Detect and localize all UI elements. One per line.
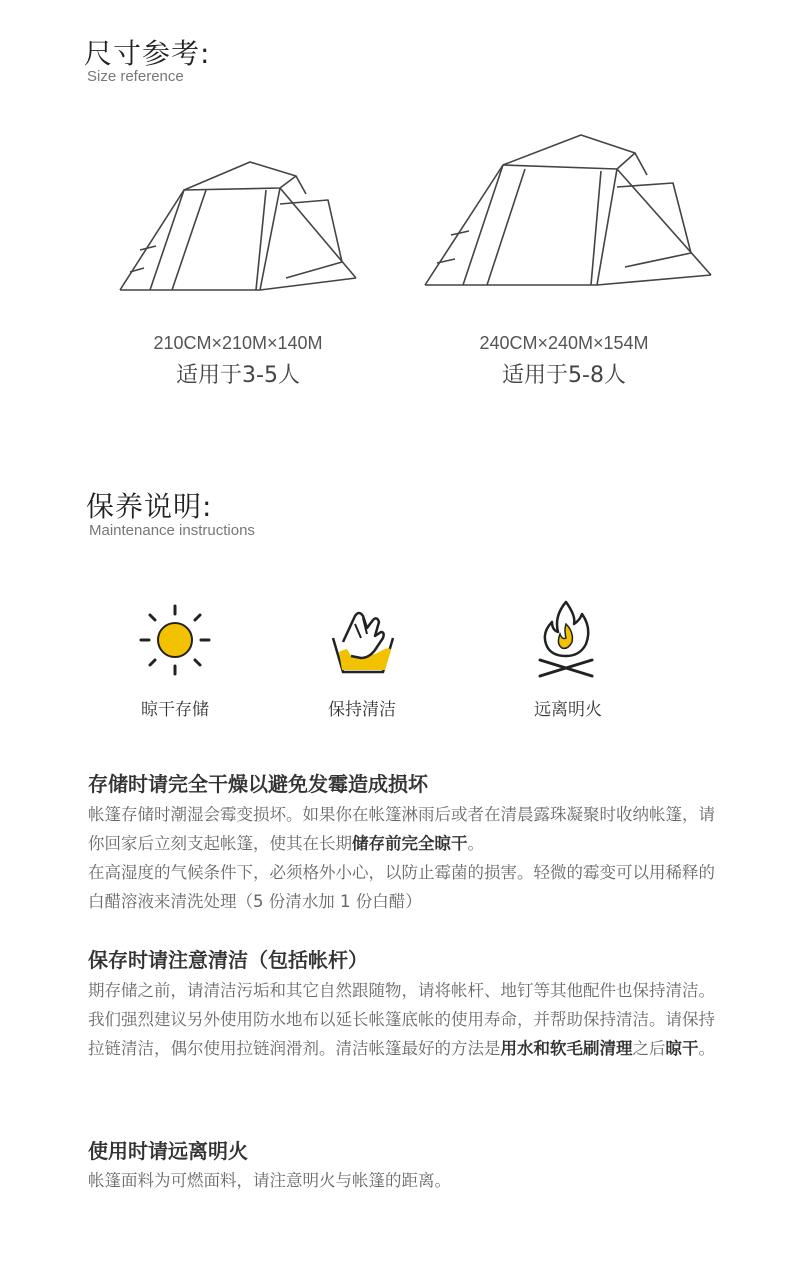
large-tent-illustration bbox=[415, 125, 725, 300]
storage-dry-paragraph-2: 在高湿度的气候条件下，必须格外小心，以防止霉菌的损害。轻微的霉变可以用稀释的白醋溶液来清洗处理（5 份清水加 1 份白醋） bbox=[88, 863, 715, 911]
hand-wash-icon-label: 保持清洁 bbox=[328, 700, 396, 720]
fire-safety-title: 使用时请远离明火 bbox=[88, 1139, 248, 1163]
campfire-icon bbox=[530, 598, 605, 680]
tent-2-dimensions: 240CM×240M×154M bbox=[479, 333, 649, 353]
sun-icon bbox=[135, 602, 215, 682]
sun-icon-label: 晾干存储 bbox=[141, 700, 209, 720]
tent-1-dimensions: 210CM×210M×140M bbox=[153, 333, 323, 353]
keep-clean-title: 保存时请注意清洁（包括帐杆） bbox=[88, 948, 368, 972]
tent-2-capacity: 适用于5-8人 bbox=[502, 363, 626, 388]
campfire-icon-label: 远离明火 bbox=[534, 700, 602, 720]
tent-1-capacity: 适用于3-5人 bbox=[176, 363, 300, 388]
small-tent-illustration bbox=[110, 150, 370, 300]
maintenance-subtitle: Maintenance instructions bbox=[89, 522, 255, 539]
size-reference-title: 尺寸参考: bbox=[84, 37, 211, 70]
keep-clean-paragraph: 期存储之前，请清洁污垢和其它自然跟随物，请将帐杆、地钉等其他配件也保持清洁。我们强烈建议另外使用防水地布以延长帐篷底帐的使用寿命，并帮助保持清洁。请保持拉链清洁，偶尔使用拉链润滑剂。清洁帐篷最好的方法是用水和软毛刷清理之后晾干。 bbox=[88, 981, 715, 1058]
storage-dry-paragraph-1: 帐篷存储时潮湿会霉变损坏。如果你在帐篷淋雨后或者在清晨露珠凝聚时收纳帐篷，请你回家后立刻支起帐篷，使其在长期储存前完全晾干。 bbox=[88, 805, 715, 853]
storage-dry-title: 存储时请完全干燥以避免发霉造成损坏 bbox=[88, 772, 428, 796]
size-reference-subtitle: Size reference bbox=[87, 68, 184, 85]
fire-safety-paragraph: 帐篷面料为可燃面料，请注意明火与帐篷的距离。 bbox=[88, 1171, 451, 1190]
hand-wash-icon bbox=[325, 602, 400, 677]
maintenance-title: 保养说明: bbox=[86, 490, 213, 523]
